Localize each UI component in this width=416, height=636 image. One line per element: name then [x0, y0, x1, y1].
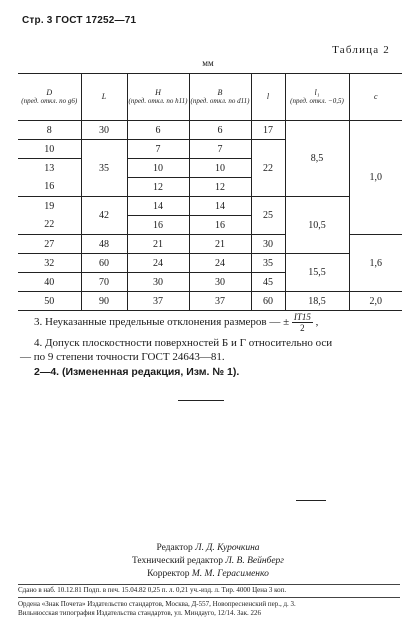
cell-d: 32	[18, 254, 81, 273]
cell-d: 8	[18, 121, 81, 140]
cell-b: 6	[189, 121, 251, 140]
cell-d: 13	[18, 159, 81, 178]
page-header: Стр. 3 ГОСТ 17252—71	[22, 15, 137, 26]
separator-line	[178, 400, 224, 401]
cell-l: 30	[81, 121, 127, 140]
table-title: Таблица 2	[332, 44, 390, 56]
cell-d: 19	[18, 197, 81, 216]
note-3-end: ,	[315, 316, 319, 329]
cell-b: 21	[189, 235, 251, 254]
col-header-b: B (пред. откл. по d11)	[189, 74, 251, 121]
cell-b: 16	[189, 216, 251, 235]
cell-h: 6	[127, 121, 189, 140]
publisher-info: Ордена «Знак Почета» Издательство стандартов, Москва, Д-557, Новопресненский пер., д. 3.	[18, 600, 296, 608]
cell-b: 24	[189, 254, 251, 273]
cell-c: 1,6	[349, 235, 402, 292]
cell-l: 60	[81, 254, 127, 273]
cell-c: 1,0	[349, 121, 402, 235]
cell-l: 48	[81, 235, 127, 254]
cell-l-small: 30	[251, 235, 285, 254]
print-info: Сдано в наб. 10.12.81 Подп. в печ. 15.04.82 0,25 п. л. 0,21 уч.-изд. л. Тир. 4000 Цена 3 коп.	[18, 586, 287, 594]
cell-h: 30	[127, 273, 189, 292]
cell-d: 10	[18, 140, 81, 159]
cell-l-small: 17	[251, 121, 285, 140]
cell-d: 27	[18, 235, 81, 254]
dimensions-table	[18, 73, 402, 311]
cell-h: 16	[127, 216, 189, 235]
cell-h: 12	[127, 178, 189, 197]
imprint-rule-bottom	[18, 597, 400, 598]
note-4-line-1: 4. Допуск плоскостности поверхностей Б и Г относительно оси	[34, 337, 333, 349]
note-3-text: 3. Неуказанные предельные отклонения размеров — ±	[34, 316, 290, 329]
cell-h: 37	[127, 292, 189, 311]
cell-l1: 15,5	[285, 254, 349, 292]
printer-info: Вильнюсская типография Издательства стандартов, ул. Миндауго, 12/14. Зак. 226	[18, 609, 262, 617]
cell-b: 37	[189, 292, 251, 311]
cell-l: 35	[81, 140, 127, 197]
cell-l: 42	[81, 197, 127, 235]
cell-h: 10	[127, 159, 189, 178]
cell-l-small: 25	[251, 197, 285, 235]
cell-b: 7	[189, 140, 251, 159]
editor-role: Редактор	[156, 543, 193, 553]
col-header-l-small: l	[251, 74, 285, 121]
table-row	[18, 254, 402, 273]
cell-l-small: 35	[251, 254, 285, 273]
fraction-denominator: 2	[300, 323, 305, 333]
cell-d: 50	[18, 292, 81, 311]
cell-b: 12	[189, 178, 251, 197]
note-4-line-2: — по 9 степени точности ГОСТ 24643—81.	[20, 351, 225, 363]
cell-h: 24	[127, 254, 189, 273]
cell-d: 16	[44, 181, 55, 193]
corrector-name: М. М. Герасименко	[191, 569, 269, 579]
table-row	[18, 292, 402, 311]
col-header-d: D (пред. откл. по g6)	[18, 74, 81, 121]
cell-l1: 18,5	[285, 292, 349, 311]
col-header-l: L	[81, 74, 127, 121]
cell-l-small: 45	[251, 273, 285, 292]
tech-editor-role: Технический редактор	[131, 556, 223, 566]
cell-l: 70	[81, 273, 127, 292]
editor-line	[0, 543, 416, 554]
cell-l1: 10,5	[285, 197, 349, 254]
cell-l: 90	[81, 292, 127, 311]
table-header-row	[18, 74, 402, 121]
cell-b: 30	[189, 273, 251, 292]
corrector-line	[0, 569, 416, 580]
cell-c: 2,0	[349, 292, 402, 311]
note-3	[34, 312, 318, 333]
cell-h: 21	[127, 235, 189, 254]
separator-mark	[296, 500, 326, 501]
corrector-role: Корректор	[147, 569, 190, 579]
cell-l1: 8,5	[285, 121, 349, 197]
table-row	[18, 121, 402, 140]
col-header-c: c	[349, 74, 402, 121]
table-row	[18, 197, 402, 216]
tech-editor-line	[0, 556, 416, 567]
cell-b: 14	[189, 197, 251, 216]
col-header-h: H (пред. откл. по h11)	[127, 74, 189, 121]
col-header-l1: l₁ (пред. откл. −0,5)	[285, 74, 349, 121]
change-note: 2—4. (Измененная редакция, Изм. № 1).	[34, 366, 240, 378]
cell-l-small: 22	[251, 140, 285, 197]
cell-h: 7	[127, 140, 189, 159]
imprint-rule-top	[18, 584, 400, 585]
tolerance-fraction	[292, 312, 313, 333]
cell-h: 14	[127, 197, 189, 216]
cell-d: 22	[44, 219, 55, 231]
units-label: мм	[202, 58, 214, 68]
editor-name: Л. Д. Курочкина	[195, 543, 260, 553]
cell-d: 40	[18, 273, 81, 292]
fraction-numerator: IT15	[293, 312, 311, 322]
cell-b: 10	[189, 159, 251, 178]
cell-l-small: 60	[251, 292, 285, 311]
tech-editor-name: Л. В. Вейнберг	[225, 556, 284, 566]
